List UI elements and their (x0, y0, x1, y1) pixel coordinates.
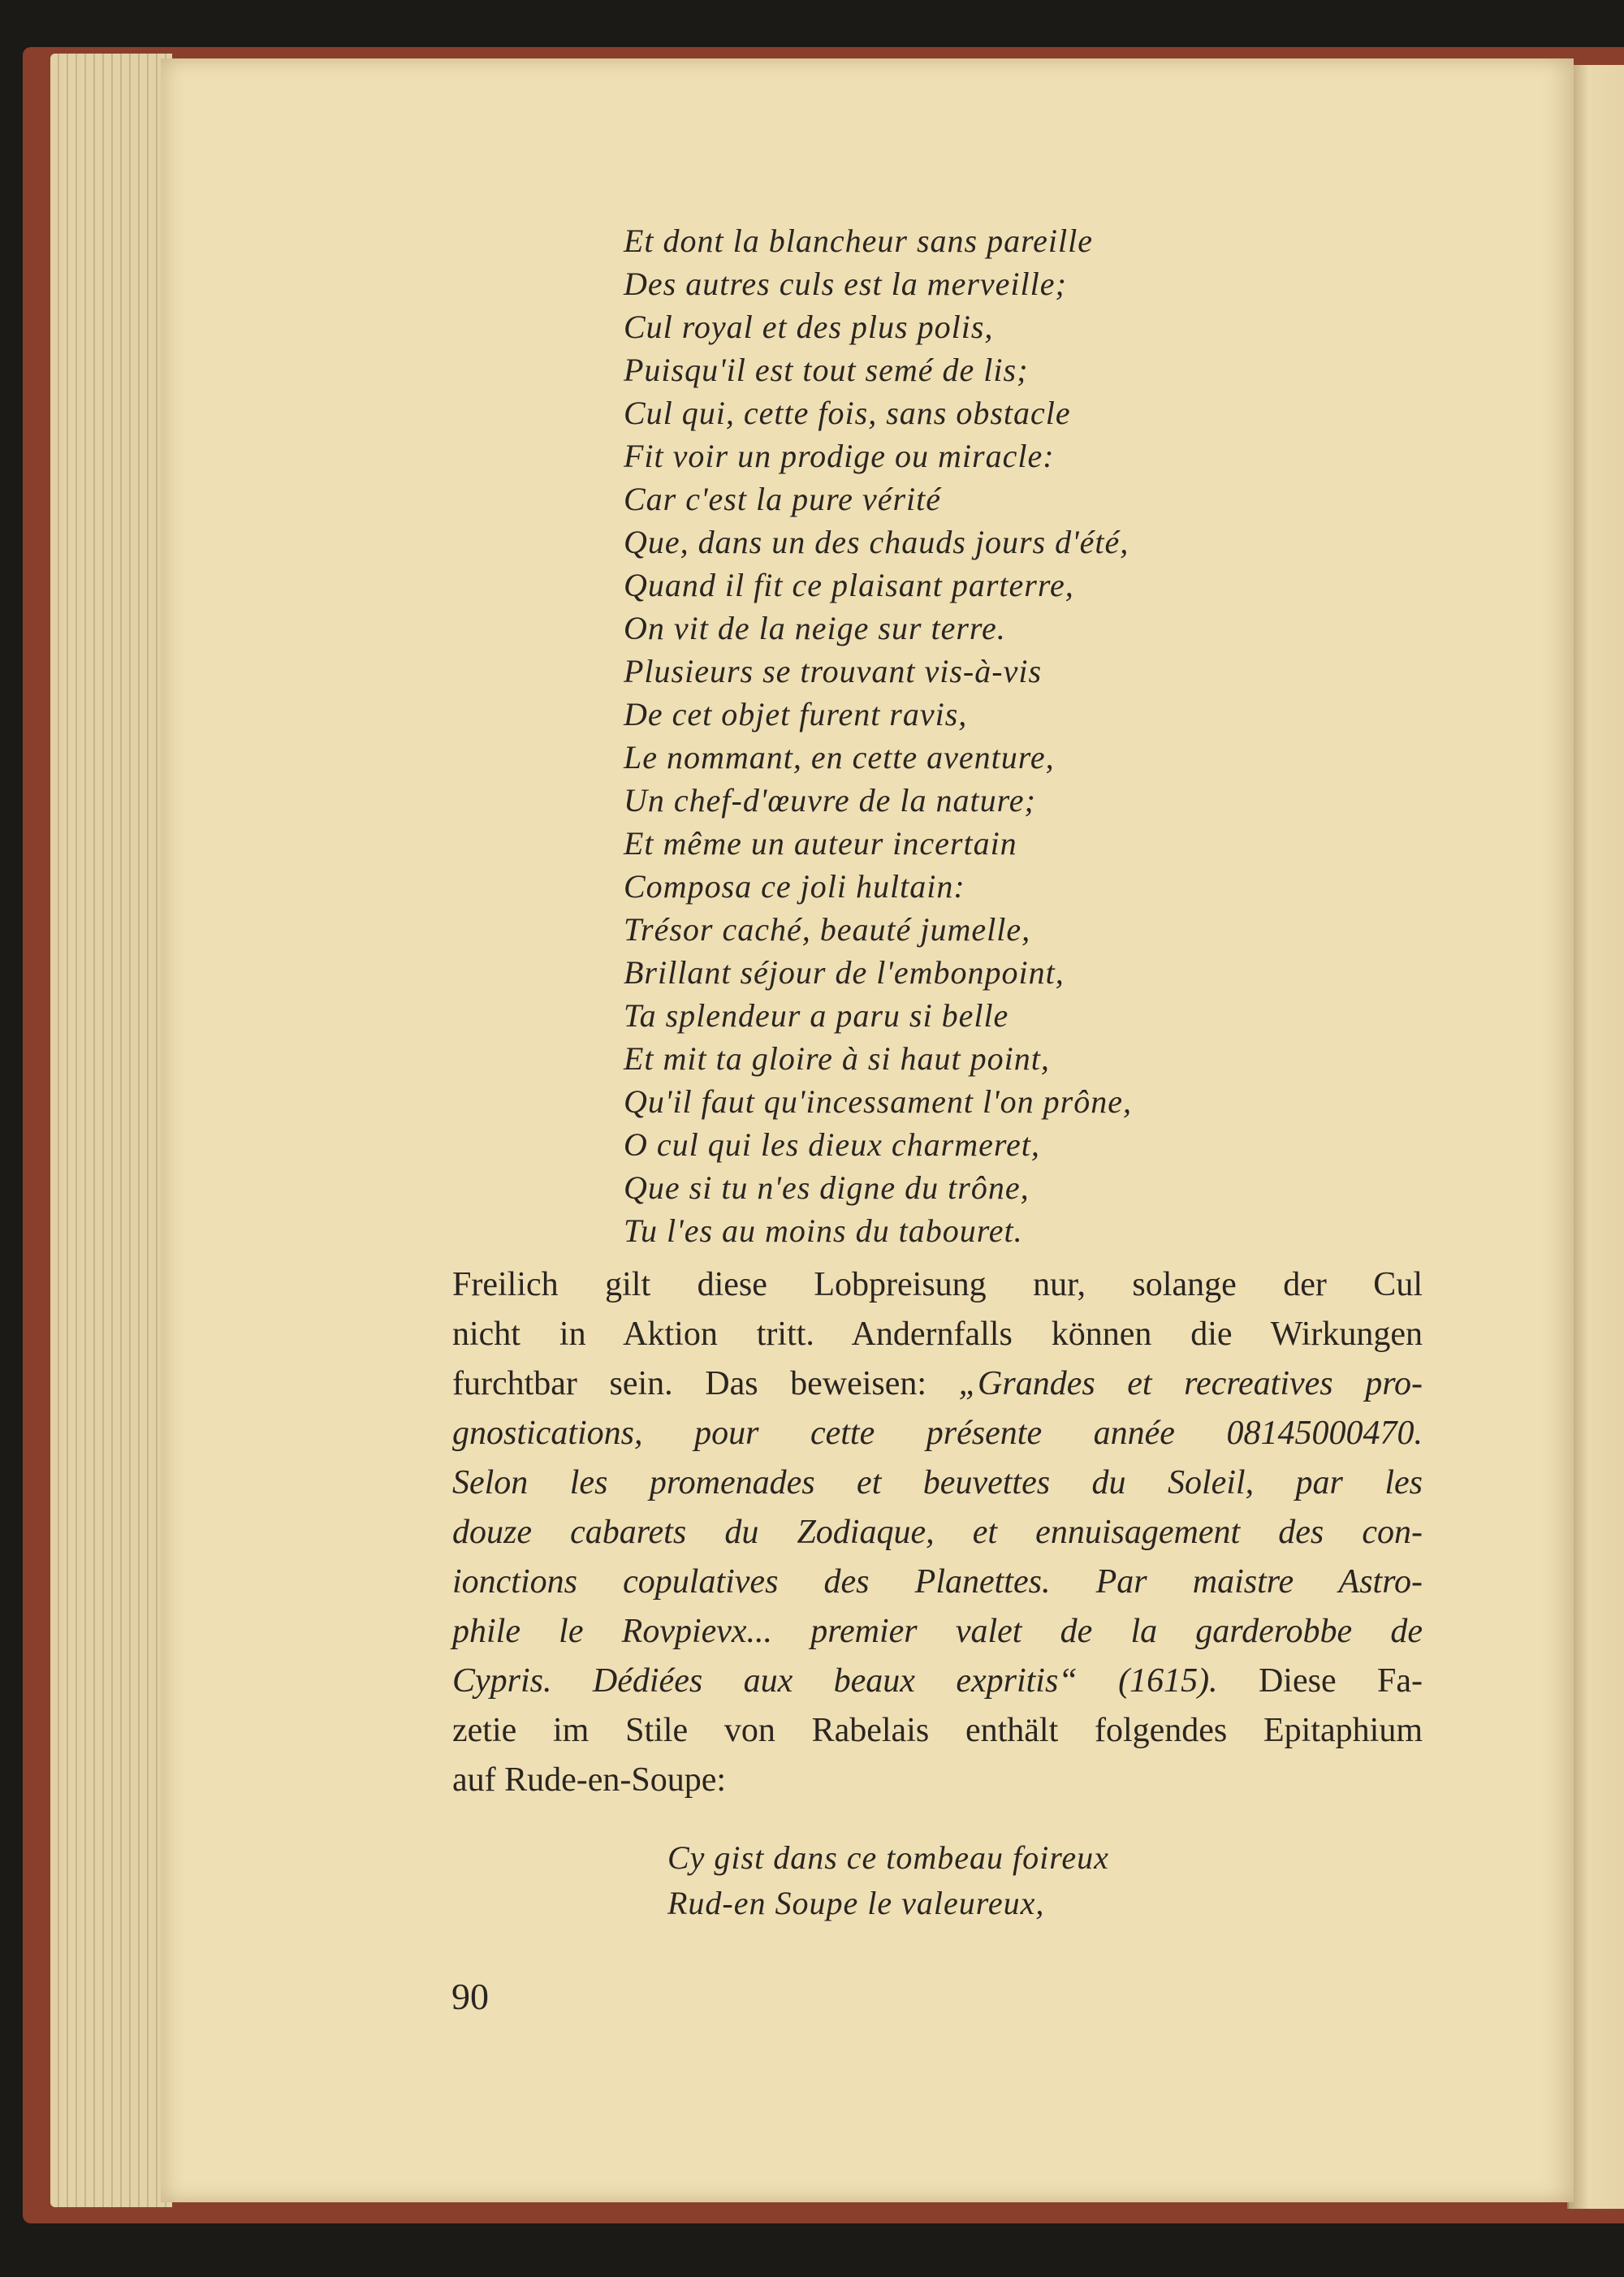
poem-line: Car c'est la pure vérité (624, 481, 941, 517)
page-number: 90 (451, 1976, 489, 2017)
poem-line: Que, dans un des chauds jours d'été, (624, 524, 1129, 560)
paragraph-line (452, 1558, 1423, 1607)
poem-line: Cul qui, cette fois, sans obstacle (624, 395, 1071, 431)
poem-line: Des autres culs est la merveille; (624, 266, 1067, 302)
facing-page-edge (1567, 65, 1624, 2209)
paragraph-line: Freilich gilt diese Lobpreisung nur, solange der Cul (452, 1266, 1423, 1303)
title-citation: douze cabarets du Zodiaque, et ennuisagement des con- (452, 1514, 1423, 1551)
poem-line: Et dont la blancheur sans pareille (624, 223, 1094, 259)
paragraph-line (452, 1607, 1423, 1657)
paragraph-line (452, 1409, 1423, 1458)
paragraph-text: furchtbar sein. Das beweisen: (452, 1365, 959, 1402)
poem-line: O cul qui les dieux charmeret, (624, 1126, 1040, 1163)
paragraph-line (452, 1657, 1423, 1706)
title-citation: „Grandes et recreatives pro- (958, 1365, 1423, 1402)
page-edges (50, 54, 172, 2207)
title-citation: Cypris. Dédiées aux beaux expritis“ (1615). (452, 1662, 1218, 1700)
poem-line: Plusieurs se trouvant vis-à-vis (624, 653, 1043, 689)
poem-line: Et mit ta gloire à si haut point, (624, 1040, 1050, 1077)
poem-line: Qu'il faut qu'incessament l'on prône, (624, 1083, 1132, 1120)
body-paragraph (452, 1260, 1423, 1805)
paragraph-line (452, 1508, 1423, 1558)
poem-line: Composa ce joli hultain: (624, 868, 965, 905)
title-citation: Selon les promenades et beuvettes du Soleil, par les (452, 1464, 1423, 1501)
poem-line: Brillant séjour de l'embonpoint, (624, 954, 1065, 991)
epitaph-line: Cy gist dans ce tombeau foireux (667, 1839, 1109, 1876)
paragraph-text: Diese Fa- (1217, 1662, 1423, 1700)
paragraph-line: zetie im Stile von Rabelais enthält folgendes Epitaphium (452, 1712, 1423, 1749)
poem-line: Un chef-d'œuvre de la nature; (624, 782, 1036, 819)
poem-line: Tu l'es au moins du tabouret. (624, 1212, 1023, 1249)
poem-line: Que si tu n'es digne du trône, (624, 1169, 1030, 1206)
poem-line: Cul royal et des plus polis, (624, 309, 994, 345)
title-citation: ionctions copulatives des Planettes. Par maistre Astro- (452, 1563, 1423, 1601)
poem-line: Trésor caché, beauté jumelle, (624, 911, 1031, 948)
poem-line: On vit de la neige sur terre. (624, 610, 1006, 646)
paragraph-line (452, 1359, 1423, 1409)
title-citation: gnostications, pour cette présente année 08145000470. (452, 1415, 1423, 1452)
poem-line: Puisqu'il est tout semé de lis; (624, 352, 1029, 388)
epitaph (667, 1835, 1398, 1926)
poem-line: Fit voir un prodige ou miracle: (624, 438, 1055, 474)
poem (624, 219, 1566, 1252)
paragraph-line: nicht in Aktion tritt. Andernfalls können die Wirkungen (452, 1316, 1423, 1353)
poem-line: Ta splendeur a paru si belle (624, 997, 1009, 1034)
paragraph-line (452, 1458, 1423, 1508)
epitaph-line: Rud-en Soupe le valeureux, (667, 1885, 1045, 1921)
poem-line: De cet objet furent ravis, (624, 696, 968, 732)
poem-line: Quand il fit ce plaisant parterre, (624, 567, 1074, 603)
poem-line: Le nommant, en cette aventure, (624, 739, 1055, 776)
poem-line: Et même un auteur incertain (624, 825, 1017, 862)
title-citation: phile le Rovpievx... premier valet de la garderobbe de (452, 1613, 1423, 1650)
paragraph-line: auf Rude-en-Soupe: (452, 1761, 727, 1799)
